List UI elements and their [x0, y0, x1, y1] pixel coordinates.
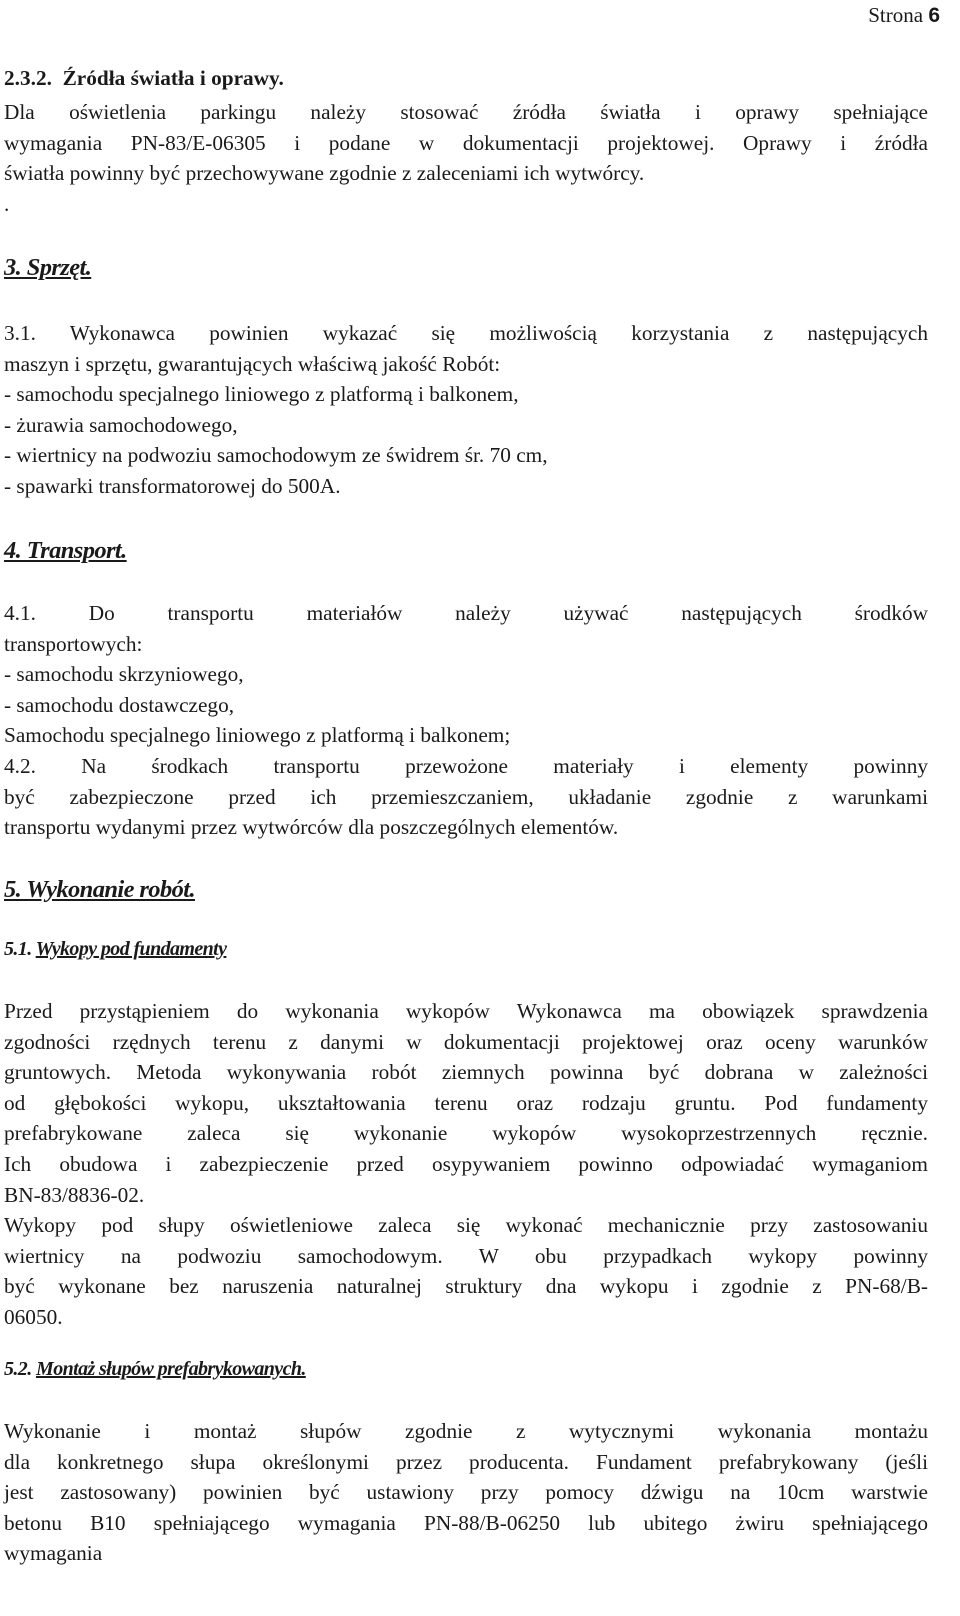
text-line: Wykonanie i montaż słupów zgodnie z wytycznymi wykonania montażu	[4, 1419, 928, 1443]
text-line: Przed przystąpieniem do wykonania wykopów Wykonawca ma obowiązek sprawdzenia	[4, 999, 928, 1023]
text-line: Wykopy pod słupy oświetleniowe zaleca się wykonać mechanicznie przy zastosowaniu	[4, 1213, 928, 1238]
text-line: BN-83/8836-02.	[4, 1182, 145, 1207]
text-line: Ich obudowa i zabezpieczenie przed osypywaniem powinno odpowiadać wymaganiom	[4, 1151, 928, 1176]
text-line: gruntowych. Metoda wykonywania robót ziemnych powinna być dobrana w zależności	[4, 1060, 928, 1085]
text-line: 06050.	[4, 1304, 63, 1329]
text-line: 3.1. Wykonawca powinien wykazać się możliwością korzystania z następujących	[4, 321, 928, 345]
text-line: Dla oświetlenia parkingu należy stosować źródła światła i oprawy spełniające	[4, 100, 928, 124]
text-line: transportowych:	[4, 631, 143, 656]
text-line: maszyn i sprzętu, gwarantujących właściwą jakość Robót:	[4, 351, 501, 376]
paragraph-2-3-2	[4, 97, 928, 219]
heading-5-1-title: Wykopy pod fundamenty	[35, 938, 227, 960]
text-line: transportu wydanymi przez wytwórców dla poszczególnych elementów.	[4, 815, 619, 840]
list-item: - samochodu skrzyniowego,	[4, 662, 244, 687]
text-line: 4.2. Na środkach transportu przewożone materiały i elementy powinny	[4, 753, 928, 778]
heading-5-2-number: 5.2.	[4, 1358, 32, 1380]
text-line: być wykonane bez naruszenia naturalnej struktury dna wykopu i zgodnie z PN-68/B-	[4, 1274, 928, 1299]
page-label: Strona	[868, 3, 924, 27]
heading-5-2-title: Montaż słupów prefabrykowanych.	[36, 1358, 306, 1380]
text-line: wymagania	[4, 1541, 103, 1566]
text-line: od głębokości wykopu, ukształtowania terenu oraz rodzaju gruntu. Pod fundamenty	[4, 1090, 928, 1115]
text-line: dla konkretnego słupa określonymi przez producenta. Fundament prefabrykowany (jeśli	[4, 1449, 928, 1474]
heading-5-1	[4, 934, 226, 964]
list-item: - wiertnicy na podwoziu samochodowym ze świdrem śr. 70 cm,	[4, 443, 548, 468]
heading-5-2	[4, 1354, 306, 1384]
list-item: - samochodu specjalnego liniowego z platformą i balkonem,	[4, 382, 519, 407]
heading-4-transport: 4. Transport.	[4, 537, 127, 564]
text-line: światła powinny być przechowywane zgodnie z zaleceniami ich wytwórcy.	[4, 161, 645, 186]
paragraph-3-1	[4, 318, 928, 502]
page-number: 6	[928, 4, 940, 27]
heading-2-3-2-title: Źródła światła i oprawy.	[62, 66, 284, 90]
paragraph-5-1	[4, 996, 928, 1333]
text-line: jest zastosowany) powinien być ustawiony przy pomocy dźwigu na 10cm warstwie	[4, 1480, 928, 1505]
heading-5-wykonanie: 5. Wykonanie robót.	[4, 876, 195, 903]
text-line: betonu B10 spełniającego wymagania PN-88/B-06250 lub ubitego żwiru spełniającego	[4, 1510, 928, 1535]
list-item: - żurawia samochodowego,	[4, 412, 238, 437]
list-item: - spawarki transformatorowej do 500A.	[4, 473, 341, 498]
text-line: zgodności rzędnych terenu z danymi w dokumentacji projektowej oraz oceny warunków	[4, 1029, 928, 1054]
text-line: wiertnicy na podwoziu samochodowym. W obu przypadkach wykopy powinny	[4, 1243, 928, 1268]
text-line: wymagania PN-83/E-06305 i podane w dokumentacji projektowej. Oprawy i źródła	[4, 130, 928, 155]
heading-3-sprzet: 3. Sprzęt.	[4, 254, 92, 281]
text-line: być zabezpieczone przed ich przemieszczaniem, układanie zgodnie z warunkami	[4, 784, 928, 809]
heading-5-1-number: 5.1.	[4, 938, 32, 960]
heading-2-3-2	[4, 63, 284, 93]
text-line: prefabrykowane zaleca się wykonanie wykopów wysokoprzestrzennych ręcznie.	[4, 1121, 928, 1146]
heading-2-3-2-number: 2.3.2.	[4, 66, 52, 90]
list-item: - samochodu dostawczego,	[4, 692, 235, 717]
text-line: 4.1. Do transportu materiałów należy używać następujących środków	[4, 601, 928, 625]
page-number-header	[868, 2, 940, 29]
text-line: .	[4, 191, 10, 216]
list-item: Samochodu specjalnego liniowego z platformą i balkonem;	[4, 723, 511, 748]
paragraph-5-2	[4, 1416, 928, 1569]
paragraph-4	[4, 598, 928, 843]
